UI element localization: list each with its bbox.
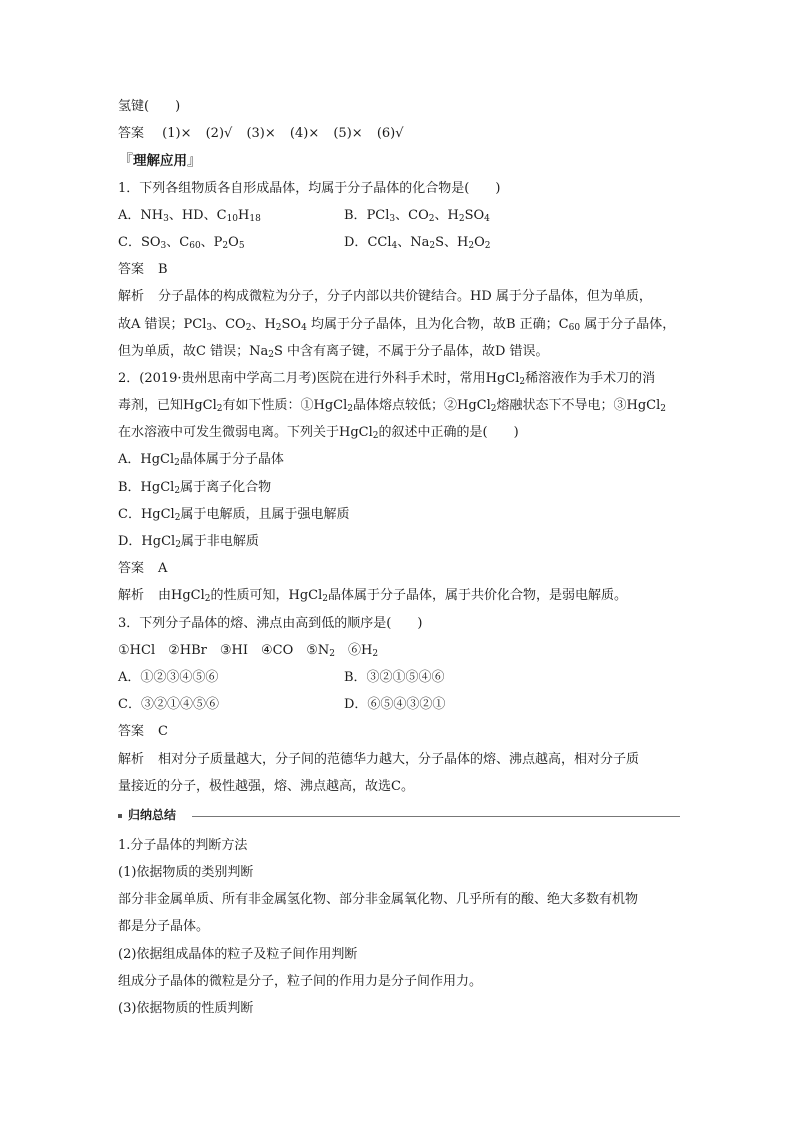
answer-item: (5)× xyxy=(333,126,363,142)
question-3-analysis-line-1: 解析 相对分子质量越大，分子间的范德华力越大，分子晶体的熔、沸点越高，相对分子质 xyxy=(118,751,640,767)
question-1-analysis-line-1: 解析 分子晶体的构成微粒为分子，分子内部以共价键结合。HD 属于分子晶体，但为单质， xyxy=(118,289,652,305)
question-3-items: ①HCl ②HBr ③HI ④CO $⑤N_2$ $⑥H_2$ xyxy=(118,642,379,659)
question-1-analysis-line-2: 故A 错误；PCl$_3$、$CO_2$、$H_2SO_4$ 均属于分子晶体，且为化合物，故B 正确；$C_{60}$ 属于分子晶体， xyxy=(118,316,676,333)
divider xyxy=(192,816,680,817)
answer-item: (6)√ xyxy=(376,126,404,142)
summary-title: 归纳总结 xyxy=(128,807,177,822)
option-a: A．$NH_3$、HD、$C_{10}H_{18}$ xyxy=(118,207,261,224)
question-2-stem-line-1: 2．(2019·贵州思南中学高二月考)医院在进行外科手术时，常用HgCl$_2$稀溶液作为手术刀的消 xyxy=(118,370,656,387)
summary-text: 都是分子晶体。 xyxy=(118,919,210,935)
question-1-options-row-2 xyxy=(118,229,680,256)
section-header: 『理解应用』 xyxy=(118,151,203,170)
question-3-analysis-line-2: 量接近的分子，极性越强，熔、沸点越高，故选C。 xyxy=(118,778,414,794)
option-c: C．$SO_3$、$C_{60}$、$P_2O_5$ xyxy=(118,234,245,251)
document-page xyxy=(118,93,680,1022)
option-b: B．③②①⑤④⑥ xyxy=(344,669,445,685)
summary-subheading-3: (3)依据物质的性质判断 xyxy=(118,1001,254,1016)
option-c: C．HgCl$_2$属于电解质，且属于强电解质 xyxy=(118,506,350,523)
question-1-stem: 1．下列各组物质各自形成晶体，均属于分子晶体的化合物是( ) xyxy=(118,180,501,196)
question-1-answer: 答案 B xyxy=(118,262,168,278)
option-d: D．⑥⑤④③②① xyxy=(344,697,446,713)
option-d: D．CCl$_4$、$Na_2S$、$H_2O_2$ xyxy=(344,234,491,251)
option-a: A．①②③④⑤⑥ xyxy=(118,669,219,685)
summary-heading: 1.分子晶体的判断方法 xyxy=(118,837,248,853)
option-d: D．HgCl$_2$属于非电解质 xyxy=(118,534,259,550)
question-1-analysis-line-3: 但为单质，故C 错误；$Na_2S$ 中含有离子键，不属于分子晶体，故D 错误。 xyxy=(118,343,549,360)
summary-header xyxy=(118,800,680,832)
question-3-answer: 答案 C xyxy=(118,724,168,740)
option-c: C．③②①④⑤⑥ xyxy=(118,697,219,713)
answer-item: (3)× xyxy=(246,126,276,142)
answer-line-prev xyxy=(118,120,680,147)
question-3-stem: 3．下列分子晶体的熔、沸点由高到低的顺序是( ) xyxy=(118,615,423,631)
summary-text: 组成分子晶体的微粒是分子，粒子间的作用力是分子间作用力。 xyxy=(118,973,483,989)
option-a: A．HgCl$_2$晶体属于分子晶体 xyxy=(118,452,284,469)
square-bullet-icon xyxy=(118,814,122,818)
answer-item: (4)× xyxy=(289,126,320,142)
question-1-options-row-1 xyxy=(118,202,680,229)
question-3-options-row-2 xyxy=(118,691,680,718)
summary-subheading-2: (2)依据组成晶体的粒子及粒子间作用判断 xyxy=(118,946,358,962)
question-2-stem-line-2: 毒剂，已知HgCl$_2$有如下性质：①HgCl$_2$晶体熔点较低；②HgCl$_2$熔融状态下不导电；③HgCl$_2$ xyxy=(118,398,666,415)
question-3-options-row-1 xyxy=(118,664,680,691)
question-2-answer: 答案 A xyxy=(118,561,168,577)
answer-label: 答案 xyxy=(118,126,145,142)
summary-text: 部分非金属单质、所有非金属氢化物、部分非金属氧化物、几乎所有的酸、绝大多数有机物 xyxy=(118,892,639,908)
previous-item-tail: 氢键( ) xyxy=(118,99,181,114)
option-b: B．HgCl$_2$属于离子化合物 xyxy=(118,479,272,496)
section-title: 理解应用 xyxy=(133,153,188,170)
option-b: B．PCl$_3$、$CO_2$、$H_2SO_4$ xyxy=(344,207,490,224)
answer-item: (2)√ xyxy=(205,126,233,142)
summary-subheading-1: (1)依据物质的类别判断 xyxy=(118,865,254,881)
question-2-analysis: 解析 由HgCl$_2$的性质可知，HgCl$_2$晶体属于分子晶体，属于共价化合物，是弱电解质。 xyxy=(118,588,628,605)
question-2-stem-line-3: 在水溶液中可发生微弱电离。下列关于HgCl$_2$的叙述中正确的是( ) xyxy=(118,425,519,442)
answer-item: (1)× xyxy=(162,126,192,142)
